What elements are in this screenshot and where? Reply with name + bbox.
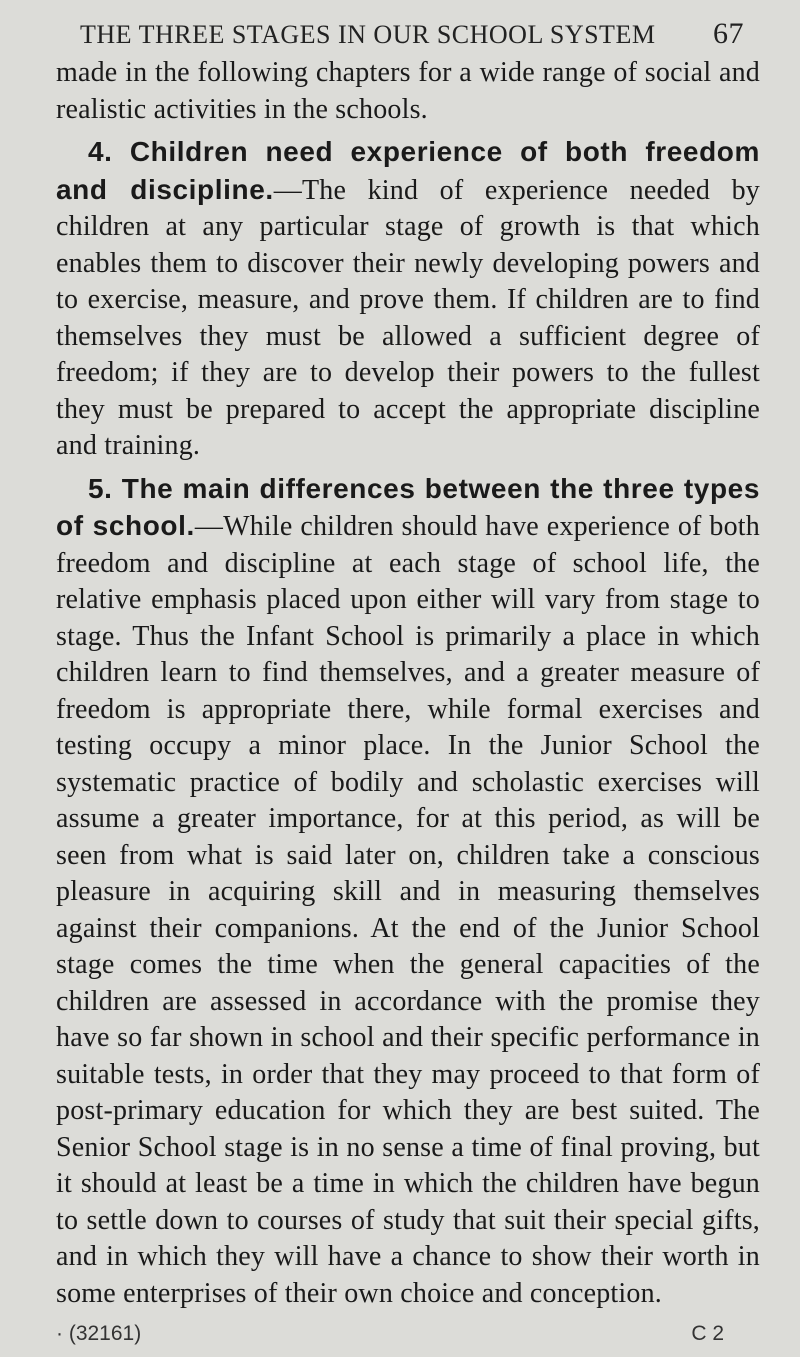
page-footer xyxy=(56,1322,760,1346)
paragraph-text: —While children should have experience of both freedom and discipline at each stage of school life, the relative emphasis placed upon either will vary from stage to stage. Thus the Infant School is primarily a place in which children learn to find themselves, and a greater measure of freedom is appropriate there, while formal exercises and testing occupy a minor place. In the Junior School the systematic practice of bodily and scholastic exercises will assume a greater importance, for at this period, as will be seen from what is said later on, children take a conscious pleasure in acquiring skill and in measuring themselves against their companions. At the end of the Junior School stage comes the time when the general capacities of the children are assessed in accordance with the promise they have so far shown in school and their specific performance in suitable tests, in order that they may proceed to that form of post-primary education for which they are best suited. The Senior School stage is in no sense a time of final proving, but it should at least be a time in which the children have begun to settle down to courses of study that suit their special gifts, and in which they will have a chance to show their worth in some enterprises of their own choice and conception. xyxy=(56,511,760,1309)
running-head xyxy=(80,14,744,55)
section-heading-4: 4. Children need experience of both freedom and discipline. xyxy=(56,136,760,205)
running-title: THE THREE STAGES IN OUR SCHOOL SYSTEM xyxy=(80,20,656,49)
page-number: 67 xyxy=(713,17,744,50)
section-heading-5: 5. The main differences between the three types of school. xyxy=(56,472,760,541)
paragraph-text: —The kind of experience needed by children at any particular stage of growth is that which enables them to discover their newly developing powers and to exercise, measure, and prove them. If children are to find themselves they must be allowed a sufficient degree of freedom; if they are to develop their powers to the fullest they must be prepared to accept the appropriate discipline and training. xyxy=(56,174,760,461)
signature-mark: C 2 xyxy=(691,1322,724,1345)
paragraph-section-4 xyxy=(56,134,760,465)
paragraph-text: made in the following chapters for a wide range of social and realistic activities in the schools. xyxy=(56,57,760,125)
paragraph-continuation xyxy=(56,55,760,128)
paragraph-section-5 xyxy=(56,471,760,1313)
print-code: · (32161) xyxy=(56,1322,142,1345)
